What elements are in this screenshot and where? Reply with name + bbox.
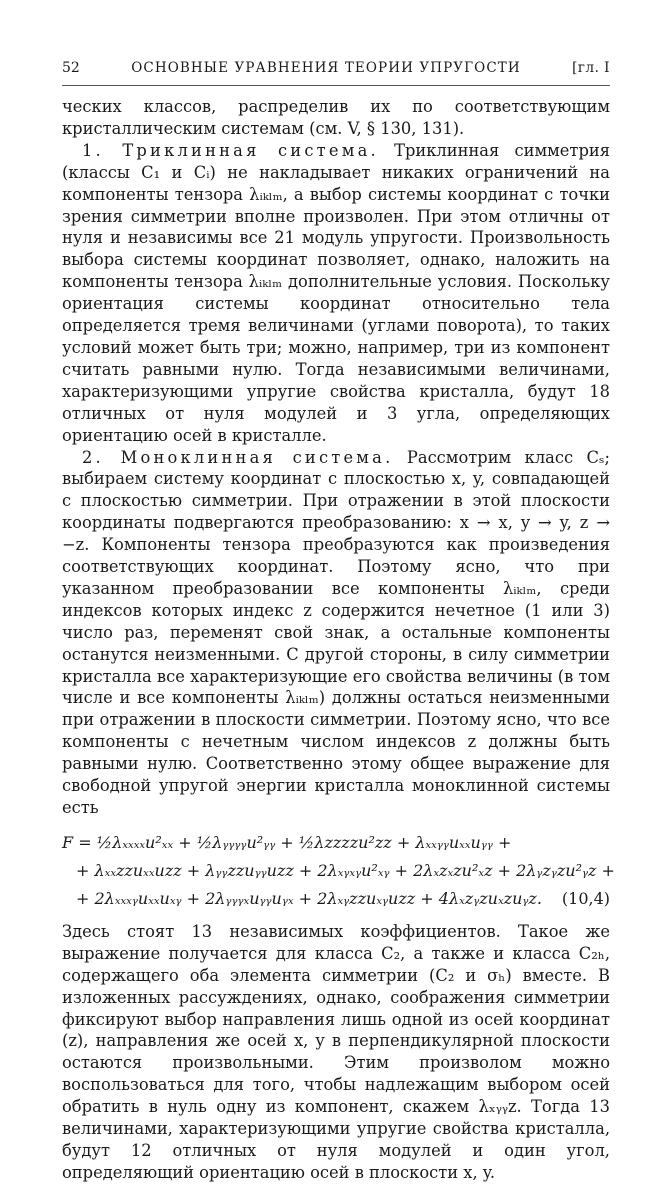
equation-line-2: [62, 857, 615, 885]
equation-line-1: [62, 829, 610, 857]
running-header: [62, 60, 610, 86]
equation-number: (10,4): [561, 888, 610, 908]
equation-line-3-text: + 2λₓₓₓᵧuₓₓuₓᵧ + 2λᵧᵧᵧₓuᵧᵧuᵧₓ + 2λₓᵧzzuₓᵧuzz + 4λₓzᵧzuₓzuᵧz.: [76, 888, 542, 908]
section-heading-monoclinic: 2. Моноклинная система.: [82, 447, 394, 467]
section-heading-triclinic: 1. Триклинная система.: [82, 140, 379, 160]
paragraph-monoclinic: [62, 447, 610, 819]
equation-line-2-text: + λₓₓzzuₓₓuzz + λᵧᵧzzuᵧᵧuzz + 2λₓᵧₓᵧu²ₓᵧ + 2λₓzₓzu²ₓz + 2λᵧzᵧzu²ᵧz +: [76, 860, 615, 880]
paragraph-coefficients: Здесь стоят 13 независимых коэффициентов. Такое же выражение получается для класса C₂, а также и класса C₂ₕ, содержащего оба элемента симметрии (C₂ и σₕ) вместе. В изложенных рассуждениях, однако, соображения симметрии фиксируют выбор направления лишь одной из осей координат (z), направления же осей x, y в перпендикулярной плоскости остаются произвольными. Этим произволом можно воспользоваться для того, чтобы надлежащим выбором осей обратить в нуль одну из компонент, скажем λₓᵧᵧz. Тогда 13 величинами, характеризующими упругие свойства кристалла, будут 12 отличных от нуля модулей и один угол, определяющий ориентацию осей в плоскости x, y.: [62, 921, 610, 1182]
chapter-marker: [гл. I: [572, 60, 610, 76]
page-body: [62, 96, 615, 1184]
page-number: 52: [62, 60, 80, 76]
equation-10-4: [62, 829, 615, 913]
paragraph-monoclinic-text: Рассмотрим класс Cₛ; выбираем систему координат с плоскостью x, y, совпадающей с плоскостью симметрии. При отражении в этой плоскости координаты подвергаются преобразованию: x → x, y → y, z → −z. Компоненты тензора преобразуются как произведения соответствующих координат. Поэтому ясно, что при указанном преобразовании все компоненты λᵢₖₗₘ, среди индексов которых индекс z содержится нечетное (1 или 3) число раз, переменят свой знак, а остальные компоненты останутся неизменными. С другой стороны, в силу симметрии кристалла все характеризующие его свойства величины (в том числе и все компоненты λᵢₖₗₘ) должны остаться неизменными при отражении в плоскости симметрии. Поэтому ясно, что все компоненты с нечетным числом индексов z должны быть равными нулю. Соответственно этому общее выражение для свободной упругой энергии кристалла моноклинной системы есть: [62, 447, 610, 817]
paragraph-triclinic: [62, 140, 610, 447]
book-page: [62, 60, 615, 1184]
equation-line-3: [62, 885, 610, 913]
equation-line-1-text: F = ½λₓₓₓₓu²ₓₓ + ½λᵧᵧᵧᵧu²ᵧᵧ + ½λzzzzu²zz + λₓₓᵧᵧuₓₓuᵧᵧ +: [62, 832, 512, 852]
paragraph-triclinic-text: Триклинная симметрия (классы C₁ и Cᵢ) не накладывает никаких ограничений на компоненты тензора λᵢₖₗₘ, а выбор системы координат с точки зрения симметрии вполне произволен. При этом отличны от нуля и независимы все 21 модуль упругости. Произвольность выбора системы координат позволяет, однако, наложить на компоненты тензора λᵢₖₗₘ дополнительные условия. Поскольку ориентация системы координат относительно тела определяется тремя величинами (углами поворота), то таких условий может быть три; можно, например, три из компонент считать равными нулю. Тогда независимыми величинами, характеризующими упругие свойства кристалла, будут 18 отличных от нуля модулей и 3 угла, определяющих ориентацию осей в кристалле.: [62, 140, 610, 445]
running-title: ОСНОВНЫЕ УРАВНЕНИЯ ТЕОРИИ УПРУГОСТИ: [131, 60, 521, 76]
paragraph-continuation: ческих классов, распределив их по соответствующим кристаллическим системам (см. V, § 130, 131).: [62, 97, 610, 138]
